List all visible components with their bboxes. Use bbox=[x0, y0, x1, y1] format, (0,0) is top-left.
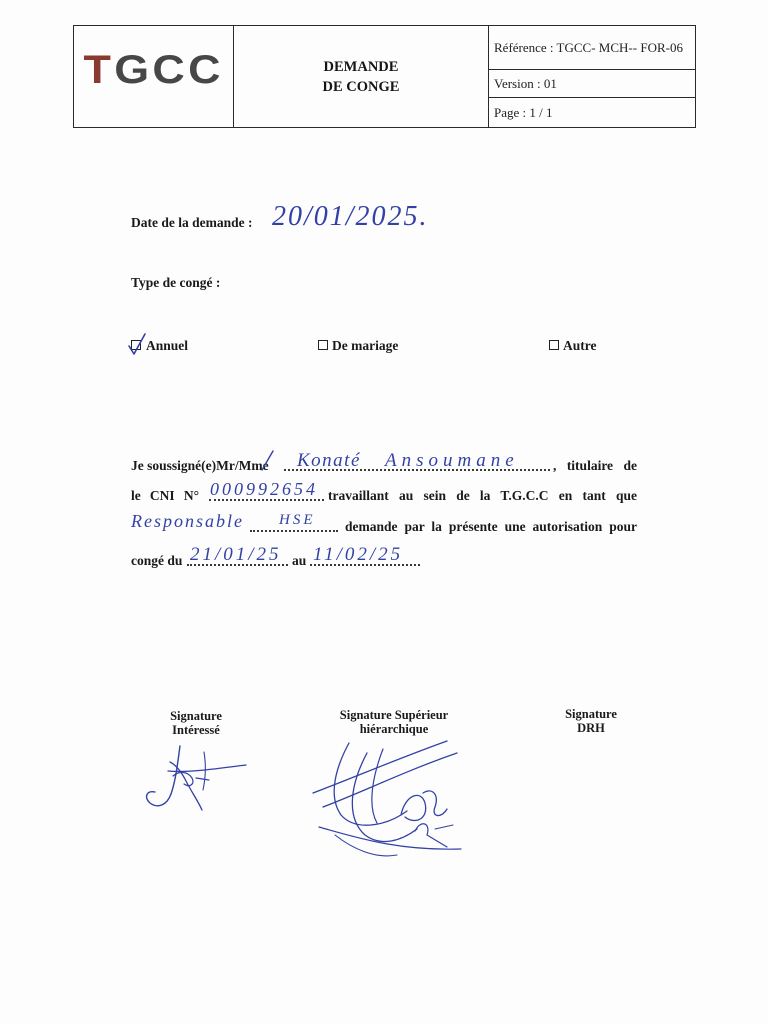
checkbox-autre bbox=[549, 340, 559, 350]
handwritten-start-date: 21/01/25 bbox=[190, 544, 282, 565]
signature-superieur-label bbox=[314, 708, 474, 736]
signature-interesse-line1: Signature bbox=[170, 709, 222, 723]
logo-letters-gcc: GCC bbox=[114, 47, 224, 92]
signature-drh-line2: DRH bbox=[577, 721, 605, 735]
statement-line4-prefix: congé du bbox=[131, 553, 183, 568]
statement-line2-prefix: le CNI N° bbox=[131, 488, 199, 503]
option-label-autre: Autre bbox=[563, 338, 597, 353]
handwritten-department: HSE bbox=[279, 512, 316, 528]
statement-line1-suffix: , titulaire de bbox=[553, 458, 637, 473]
option-label-annuel: Annuel bbox=[146, 338, 189, 353]
signature-interesse-line2: Intéressé bbox=[172, 723, 220, 737]
meta-cell bbox=[488, 26, 695, 127]
date-handwritten-value: 20/01/2025. bbox=[272, 201, 429, 232]
statement-connector: au bbox=[292, 553, 307, 568]
signature-interesse-label bbox=[116, 709, 276, 737]
reference-text: Référence : TGCC- MCH-- FOR-06 bbox=[494, 39, 683, 55]
company-logo bbox=[83, 47, 224, 92]
statement-line1-prefix: Je soussigné(e)Mr/Mme bbox=[131, 458, 269, 473]
fill-line-cni bbox=[209, 499, 324, 501]
handwritten-last-name: Konaté bbox=[297, 450, 361, 471]
signature-superieur-line2: hiérarchique bbox=[359, 722, 429, 736]
signature-superieur-line1: Signature Supérieur bbox=[339, 708, 449, 722]
logo-cell bbox=[74, 26, 233, 127]
leave-type-label: Type de congé : bbox=[131, 275, 221, 290]
signature-drh-label bbox=[511, 707, 671, 735]
date-label: Date de la demande : bbox=[131, 215, 253, 230]
document-title-line-1: DEMANDE bbox=[323, 58, 399, 75]
document-title-line-2: DE CONGE bbox=[322, 78, 400, 95]
page-row bbox=[489, 98, 695, 127]
statement-line3-suffix: demande par la présente une autorisation pour bbox=[345, 519, 637, 534]
checkbox-de-mariage bbox=[318, 340, 328, 350]
version-row bbox=[489, 70, 695, 98]
signature-superieur-drawing bbox=[305, 735, 470, 865]
strike-mark bbox=[258, 449, 278, 473]
fill-line-position bbox=[250, 530, 338, 532]
signature-interesse-drawing bbox=[140, 740, 252, 816]
handwritten-end-date: 11/02/25 bbox=[313, 544, 404, 565]
logo-letter-t: T bbox=[83, 47, 115, 92]
page-number-text: Page : 1 / 1 bbox=[494, 104, 553, 120]
statement-line2-suffix: travaillant au sein de la T.G.C.C en tant que bbox=[328, 488, 637, 503]
handwritten-first-name: Ansoumane bbox=[385, 450, 519, 471]
version-text: Version : 01 bbox=[494, 75, 557, 91]
header-table bbox=[73, 25, 696, 128]
option-label-de-mariage: De mariage bbox=[332, 338, 399, 353]
signature-drh-line1: Signature bbox=[565, 707, 617, 721]
title-cell bbox=[233, 26, 488, 127]
handwritten-position: Responsable bbox=[131, 511, 244, 531]
reference-row bbox=[489, 26, 695, 70]
checkmark-icon bbox=[127, 332, 147, 358]
handwritten-cni-number: 000992654 bbox=[210, 479, 318, 499]
